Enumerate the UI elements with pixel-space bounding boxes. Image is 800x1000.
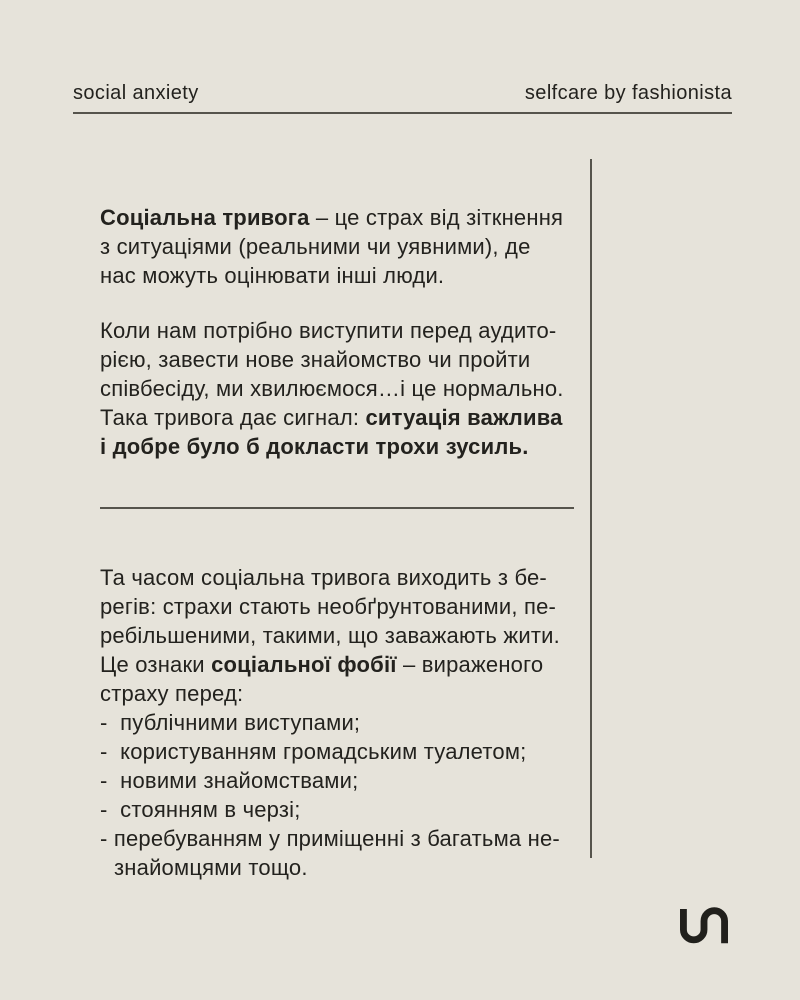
text-line: [100, 203, 592, 232]
paragraph-normal-anxiety: [100, 316, 592, 461]
text-segment: - користуванням громадським туалетом;: [100, 739, 527, 764]
text-segment: - публічними виступами;: [100, 710, 361, 735]
header-right-label: selfcare by fashionista: [524, 82, 732, 104]
text-line: [100, 766, 592, 795]
text-line: [100, 232, 592, 261]
text-segment: - перебуванням у приміщенні з багатьма не-: [100, 826, 560, 851]
paragraph-definition: [100, 203, 592, 290]
text-line: [100, 737, 592, 766]
text-segment: страху перед:: [100, 681, 244, 706]
text-segment-bold: ситуація важлива: [365, 405, 563, 430]
text-segment: – це страх від зіткнення: [309, 205, 564, 230]
text-line: [100, 650, 592, 679]
text-line: [100, 432, 592, 461]
text-segment-bold: соціальної фобії: [211, 652, 397, 677]
text-line: [100, 824, 592, 853]
text-line: [100, 403, 592, 432]
text-line: [100, 261, 592, 290]
text-line: [100, 853, 592, 882]
un-monogram-icon: [680, 905, 728, 949]
text-segment: з ситуаціями (реальними чи уявними), де: [100, 234, 531, 259]
text-segment: ребільшеними, такими, що заважають жити.: [100, 623, 560, 648]
text-segment: Коли нам потрібно виступити перед аудито-: [100, 318, 557, 343]
paragraph-social-phobia: [100, 563, 592, 882]
text-segment: регів: страхи стають необґрунтованими, пе-: [100, 594, 557, 619]
text-segment: співбесіду, ми хвилюємося…і це нормально.: [100, 376, 564, 401]
section-divider-rule: [100, 507, 574, 509]
text-line: [100, 563, 592, 592]
text-line: [100, 679, 592, 708]
text-segment: - стоянням в черзі;: [100, 797, 301, 822]
text-segment-bold: Соціальна тривога: [100, 205, 310, 230]
header: [73, 82, 732, 105]
text-line: [100, 795, 592, 824]
text-segment: знайомцями тощо.: [114, 855, 308, 880]
text-segment: Та часом соціальна тривога виходить з бе-: [100, 565, 547, 590]
text-line: [100, 592, 592, 621]
text-segment-bold: і добре було б докласти трохи зусиль.: [100, 434, 529, 459]
brand-logo: [680, 905, 728, 949]
text-segment: нас можуть оцінювати інші люди.: [100, 263, 445, 288]
text-line: [100, 621, 592, 650]
header-rule: [73, 112, 732, 114]
text-line: [100, 316, 592, 345]
text-line: [100, 708, 592, 737]
text-line: [100, 345, 592, 374]
text-segment: – вираженого: [396, 652, 544, 677]
text-segment: - новими знайомствами;: [100, 768, 359, 793]
text-segment: Така тривога дає сигнал:: [100, 405, 366, 430]
text-segment: рією, завести нове знайомство чи пройти: [100, 347, 531, 372]
header-left-label: social anxiety: [73, 82, 199, 104]
text-line: [100, 374, 592, 403]
text-segment: Це ознаки: [100, 652, 212, 677]
